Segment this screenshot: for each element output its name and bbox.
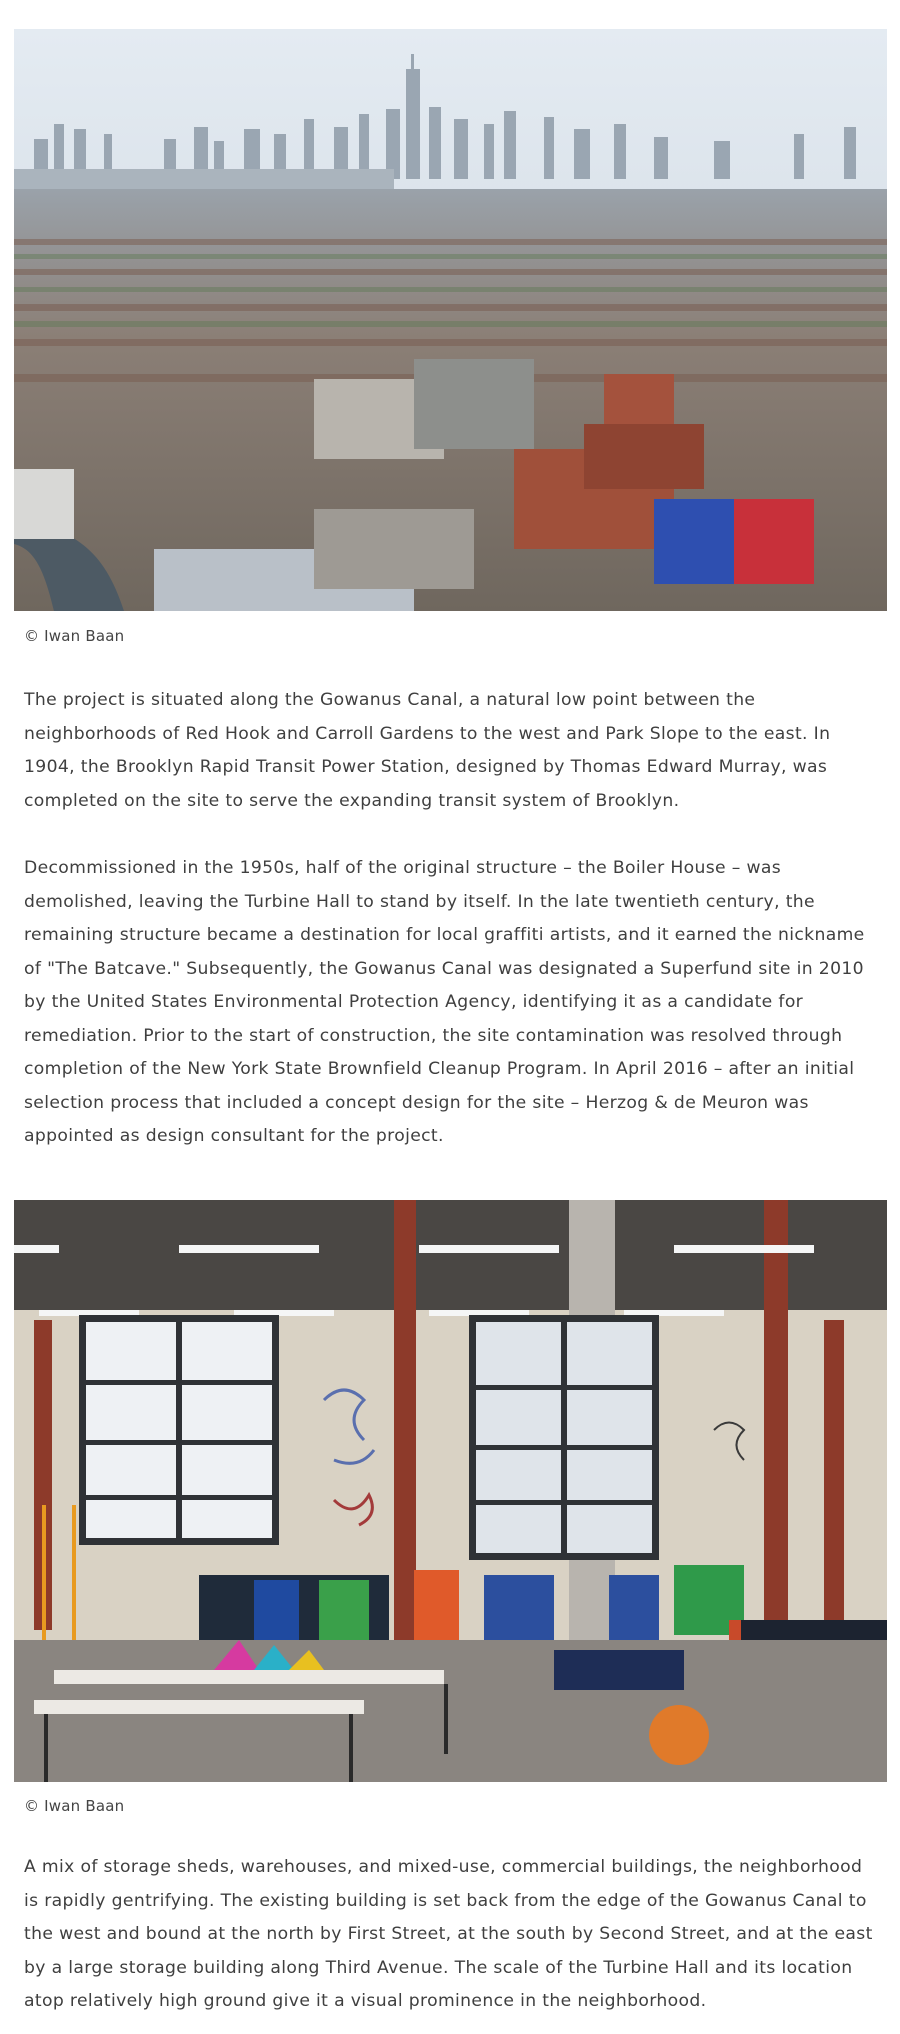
turbine-hall-image [14,1200,887,1782]
paragraph: The project is situated along the Gowanus Canal, a natural low point between the neighborhoods of Red Hook and Carroll Gardens to the west and Park Slope to the east. In 1904, the Brooklyn Rapid Transit Power Station, designed by Thomas Edward Murray, was completed on the site to serve the expanding transit system of Brooklyn. [24,690,831,811]
photo-credit: © Iwan Baan [24,1797,125,1815]
turbine-hall-photo [14,1200,887,1782]
aerial-city-photo [14,29,887,611]
paragraph: Decommissioned in the 1950s, half of the original structure – the Boiler House – was demolished, leaving the Turbine Hall to stand by itself. In the late twentieth century, the remaining structure became a destination for local graffiti artists, and it earned the nickname of "The Batcave." Subsequently, the Gowanus Canal was designated a Superfund site in 2010 by the United States Environmental Protection Agency, identifying it as a candidate for remediation. Prior to the start of construction, the site contamination was resolved through completion of the New York State Brownfield Cleanup Program. In April 2016 – after an initial selection process that included a concept design for the site – Herzog & de Meuron was appointed as design consultant for the project. [24,858,865,1146]
aerial-city-image [14,29,887,611]
paragraph: A mix of storage sheds, warehouses, and mixed-use, commercial buildings, the neighborhood is rapidly gentrifying. The existing building is set back from the edge of the Gowanus Canal to the west and bound at the north by First Street, at the south by Second Street, and at the east by a large storage building along Third Avenue. The scale of the Turbine Hall and its location atop relatively high ground give it a visual prominence in the neighborhood. [24,1857,873,2011]
photo-credit: © Iwan Baan [24,627,125,645]
